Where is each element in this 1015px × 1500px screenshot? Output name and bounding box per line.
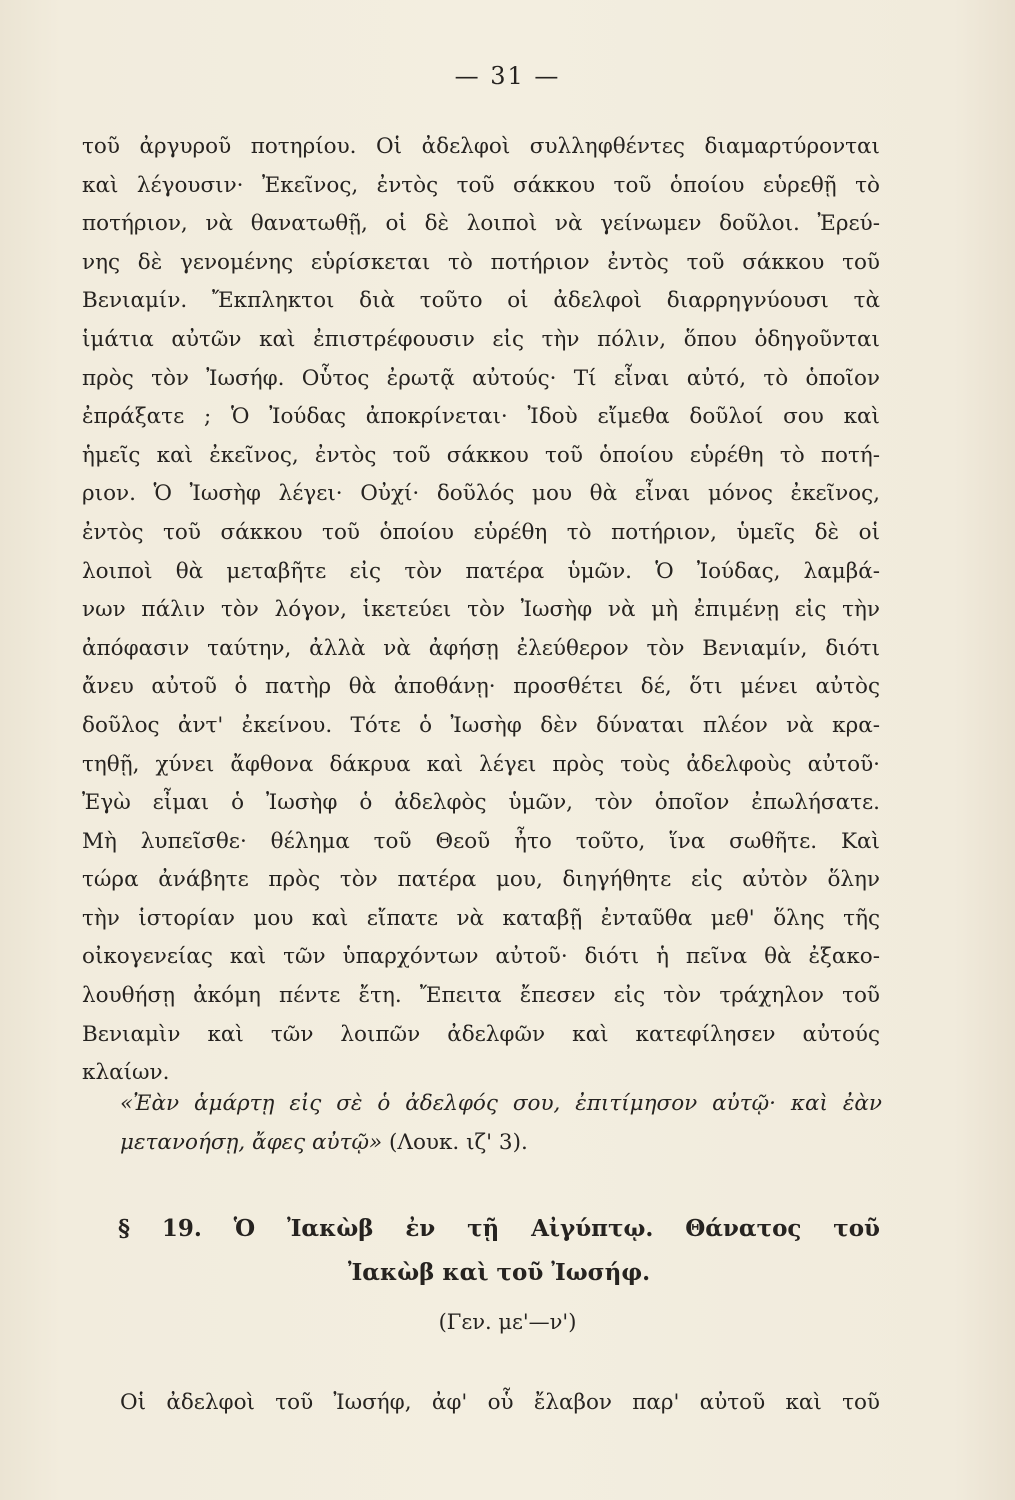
paragraph-line: ριον. Ὁ Ἰωσὴφ λέγει· Οὐχί· δοῦλός μου θὰ εἶναι μόνος ἐκεῖνος,: [82, 481, 880, 507]
section-heading: [118, 1207, 880, 1295]
quote-line: [120, 1124, 882, 1163]
paragraph-line: ποτήριον, νὰ θανατωθῇ, οἱ δὲ λοιποὶ νὰ γείνωμεν δοῦλοι. Ἐρεύ-: [82, 211, 880, 237]
paragraph-line: ἡμεῖς καὶ ἐκεῖνος, ἐντὸς τοῦ σάκκου τοῦ ὁποίου εὑρέθη τὸ ποτή-: [82, 442, 880, 468]
paragraph-line: ἄνευ αὐτοῦ ὁ πατὴρ θὰ ἀποθάνῃ· προσθέτει δέ, ὅτι μένει αὐτὸς: [82, 674, 880, 700]
paragraph-line: Μὴ λυπεῖσθε· θέλημα τοῦ Θεοῦ ἦτο τοῦτο, ἵνα σωθῆτε. Καὶ: [82, 828, 880, 854]
paragraph-line: Οἱ ἀδελφοὶ τοῦ Ἰωσήφ, ἀφ' οὗ ἔλαβον παρ' αὐτοῦ καὶ τοῦ: [120, 1390, 880, 1415]
section-heading-line: Ἰακὼβ καὶ τοῦ Ἰωσήφ.: [347, 1259, 651, 1286]
paragraph-line: οἰκογενείας καὶ τῶν ὑπαρχόντων αὐτοῦ· διότι ἡ πεῖνα θὰ ἐξακο-: [82, 944, 880, 970]
paragraph-line: ἀπόφασιν ταύτην, ἀλλὰ νὰ ἀφήσῃ ἐλεύθερον τὸν Βενιαμίν, διότι: [82, 635, 880, 661]
section-heading-line: § 19. Ὁ Ἰακὼβ ἐν τῇ Αἰγύπτῳ. Θάνατος τοῦ: [118, 1215, 880, 1242]
paragraph-line: πρὸς τὸν Ἰωσήφ. Οὗτος ἐρωτᾷ αὐτούς· Τί εἶναι αὐτό, τὸ ὁποῖον: [82, 365, 880, 391]
paragraph-line: τώρα ἀνάβητε πρὸς τὸν πατέρα μου, διηγήθητε εἰς αὐτὸν ὅλην: [82, 867, 880, 893]
paragraph-line: Βενιαμίν. Ἔκπληκτοι διὰ τοῦτο οἱ ἀδελφοὶ διαρρηγνύουσι τὰ: [82, 288, 880, 314]
paragraph-line: δοῦλος ἀντ' ἐκείνου. Τότε ὁ Ἰωσὴφ δὲν δύναται πλέον νὰ κρα-: [82, 712, 880, 738]
paragraph-line: ἱμάτια αὐτῶν καὶ ἐπιστρέφουσιν εἰς τὴν πόλιν, ὅπου ὁδηγοῦνται: [82, 326, 880, 352]
page-number: — 31 —: [454, 62, 561, 90]
paragraph-line: νης δὲ γενομένης εὑρίσκεται τὸ ποτήριον ἐντὸς τοῦ σάκκου τοῦ: [82, 249, 880, 275]
section-reference: (Γεν. με'—ν'): [438, 1310, 577, 1334]
paragraph-line: τὴν ἱστορίαν μου καὶ εἴπατε νὰ καταβῇ ἐνταῦθα μεθ' ὅλης τῆς: [82, 905, 880, 931]
quote-text: μετανοήσῃ, ἄφες αὐτῷ»: [120, 1129, 383, 1155]
paragraph-line: κλαίων.: [82, 1060, 170, 1086]
quote-line: «Ἐὰν ἁμάρτῃ εἰς σὲ ὁ ἀδελφός σου, ἐπιτίμησον αὐτῷ· καὶ ἐὰν: [120, 1091, 882, 1116]
paragraph-line: λουθήσῃ ἀκόμη πέντε ἔτη. Ἔπειτα ἔπεσεν εἰς τὸν τράχηλον τοῦ: [82, 983, 880, 1009]
paragraph-line: Ἐγὼ εἶμαι ὁ Ἰωσὴφ ὁ ἀδελφὸς ὑμῶν, τὸν ὁποῖον ἐπωλήσατε.: [82, 790, 880, 816]
paragraph-line: τηθῇ, χύνει ἄφθονα δάκρυα καὶ λέγει πρὸς τοὺς ἀδελφοὺς αὐτοῦ·: [82, 751, 880, 777]
paragraph-line: νων πάλιν τὸν λόγον, ἱκετεύει τὸν Ἰωσὴφ νὰ μὴ ἐπιμένῃ εἰς τὴν: [82, 597, 880, 623]
paragraph-line: ἐπράξατε ; Ὁ Ἰούδας ἀποκρίνεται· Ἰδοὺ εἴμεθα δοῦλοί σου καὶ: [82, 404, 880, 430]
paragraph-line: καὶ λέγουσιν· Ἐκεῖνος, ἐντὸς τοῦ σάκκου τοῦ ὁποίου εὑρεθῇ τὸ: [82, 172, 880, 198]
paragraph-line: τοῦ ἀργυροῦ ποτηρίου. Οἱ ἀδελφοὶ συλληφθέντες διαμαρτύρονται: [82, 134, 880, 159]
main-paragraph: [82, 128, 880, 1093]
paragraph-start: [120, 1384, 880, 1423]
scripture-quote: [120, 1085, 882, 1162]
quote-reference: (Λουκ. ιζ' 3).: [389, 1129, 528, 1155]
paragraph-line: λοιποὶ θὰ μεταβῆτε εἰς τὸν πατέρα ὑμῶν. Ὁ Ἰούδας, λαμβά-: [82, 558, 880, 584]
paragraph-line: ἐντὸς τοῦ σάκκου τοῦ ὁποίου εὑρέθη τὸ ποτήριον, ὑμεῖς δὲ οἱ: [82, 519, 880, 545]
paragraph-line: Βενιαμὶν καὶ τῶν λοιπῶν ἀδελφῶν καὶ κατεφίλησεν αὐτούς: [82, 1021, 880, 1047]
